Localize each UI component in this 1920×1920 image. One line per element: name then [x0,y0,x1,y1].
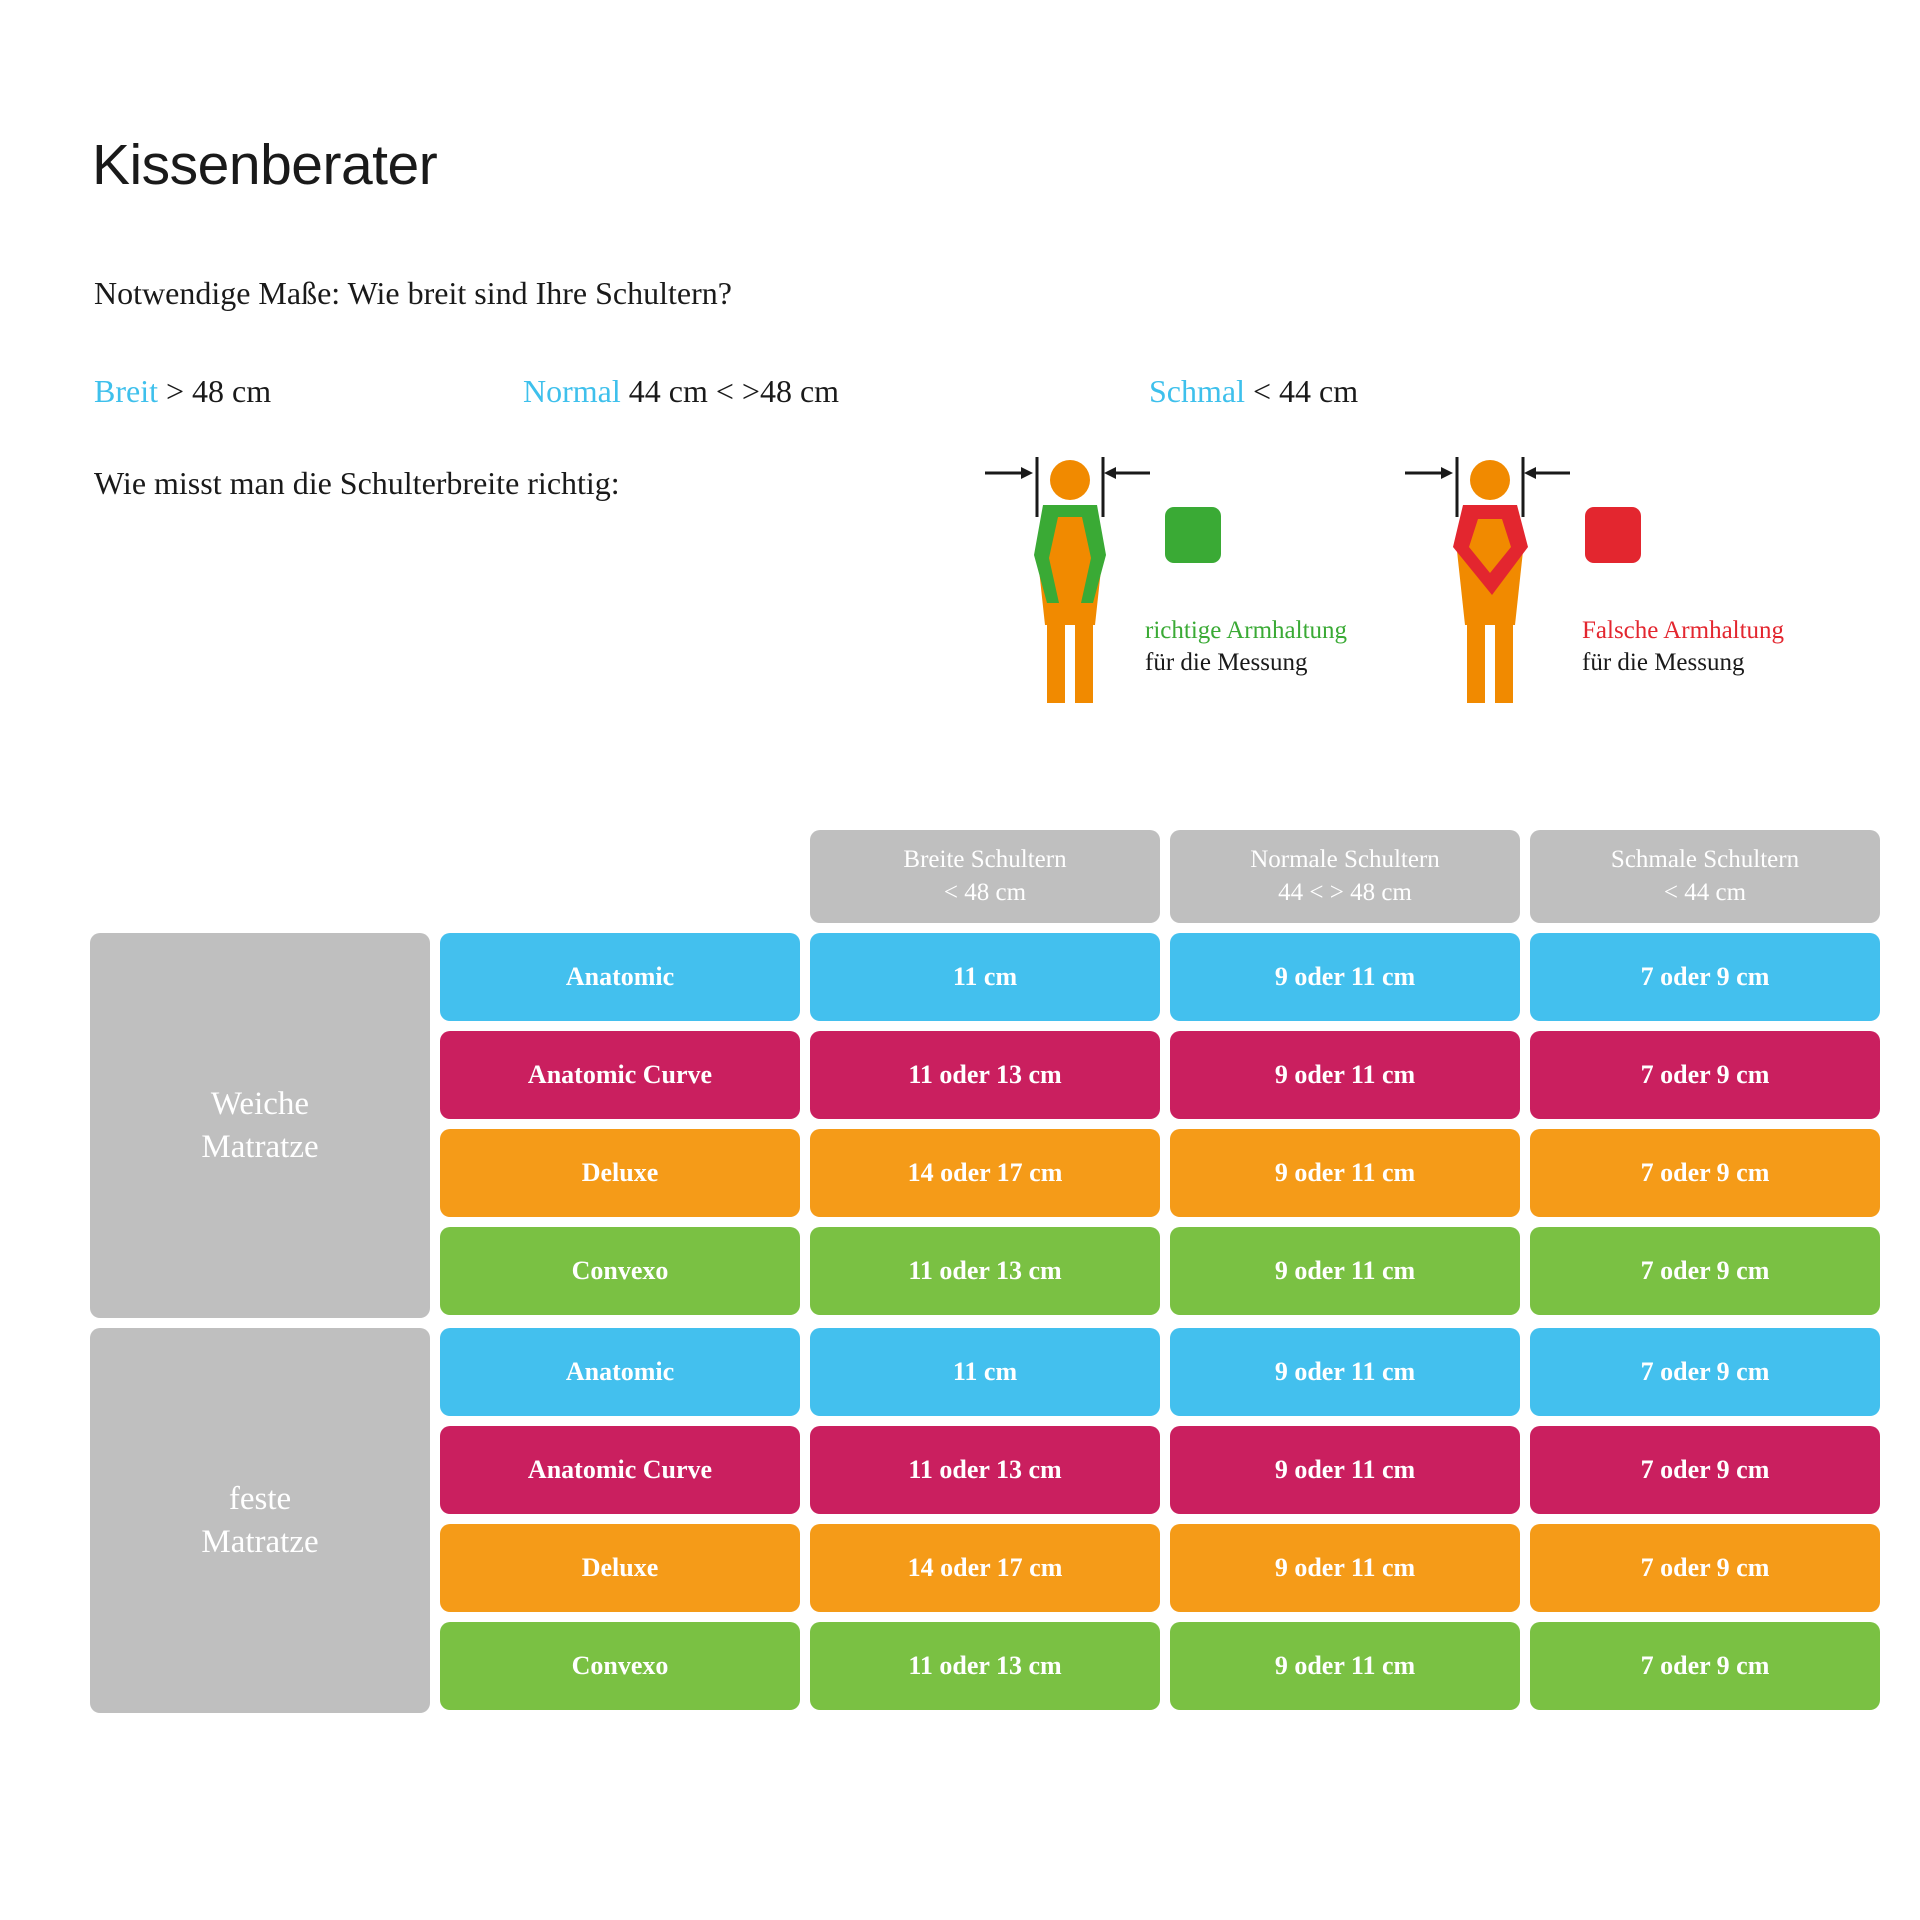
caption-correct-posture [1145,615,1347,679]
page-title: Kissenberater [92,133,438,197]
row-group-label-line1: feste [228,1480,292,1517]
column-header-line2: 44 < > 48 cm [1278,878,1412,906]
caption-correct-line1: richtige Armhaltung [1145,617,1348,644]
row-group-label-line2: Matratze [201,1128,319,1165]
legend-keyword: Normal [523,373,621,409]
column-header-normale [1170,830,1520,923]
caption-wrong-line1: Falsche Armhaltung [1582,617,1785,644]
legend-item-normal [523,373,839,410]
legend-value: < 44 cm [1252,373,1359,409]
matrix-value-cell: 11 oder 13 cm [810,1426,1160,1514]
matrix-value-cell: 7 oder 9 cm [1530,1129,1880,1217]
matrix-value-cell: 7 oder 9 cm [1530,1524,1880,1612]
row-group-label-line1: Weiche [210,1085,310,1122]
column-header-line2: < 48 cm [943,878,1027,906]
legend-value: > 48 cm [165,373,272,409]
product-name-cell: Anatomic [440,1328,800,1416]
matrix-value-cell: 9 oder 11 cm [1170,1227,1520,1315]
legend-keyword: Schmal [1149,373,1245,409]
product-name-cell: Anatomic [440,933,800,1021]
matrix-value-cell: 7 oder 9 cm [1530,1328,1880,1416]
product-name-cell: Convexo [440,1227,800,1315]
matrix-value-cell: 11 oder 13 cm [810,1031,1160,1119]
column-header-schmale [1530,830,1880,923]
product-name-cell: Convexo [440,1622,800,1710]
matrix-value-cell: 9 oder 11 cm [1170,1426,1520,1514]
legend-item-schmal [1149,373,1358,410]
row-group-label-feste-matratze [90,1328,430,1713]
column-header-line1: Breite Schultern [903,846,1067,873]
legend-value: 44 cm < >48 cm [628,373,840,409]
matrix-value-cell: 9 oder 11 cm [1170,1129,1520,1217]
column-header-line1: Schmale Schultern [1610,846,1800,873]
caption-correct-line2: für die Messung [1145,649,1308,676]
matrix-value-cell: 11 cm [810,1328,1160,1416]
matrix-value-cell: 14 oder 17 cm [810,1524,1160,1612]
matrix-value-cell: 9 oder 11 cm [1170,933,1520,1021]
matrix-value-cell: 9 oder 11 cm [1170,1328,1520,1416]
matrix-value-cell: 11 oder 13 cm [810,1227,1160,1315]
row-group-label-line2: Matratze [201,1523,319,1560]
matrix-value-cell: 11 cm [810,933,1160,1021]
matrix-value-cell: 7 oder 9 cm [1530,1031,1880,1119]
caption-wrong-line2: für die Messung [1582,649,1745,676]
matrix-value-cell: 14 oder 17 cm [810,1129,1160,1217]
product-name-cell: Deluxe [440,1129,800,1217]
subtitle-text: Notwendige Maße: Wie breit sind Ihre Schultern? [94,275,732,311]
matrix-value-cell: 9 oder 11 cm [1170,1031,1520,1119]
howto-text: Wie misst man die Schulterbreite richtig: [94,465,620,501]
product-name-cell: Anatomic Curve [440,1031,800,1119]
matrix-value-cell: 7 oder 9 cm [1530,1227,1880,1315]
matrix-value-cell: 11 oder 13 cm [810,1622,1160,1710]
legend-keyword: Breit [94,373,158,409]
column-header-line1: Normale Schultern [1250,846,1440,873]
row-group-label-weiche-matratze [90,933,430,1318]
matrix-value-cell: 7 oder 9 cm [1530,1622,1880,1710]
caption-wrong-posture [1582,615,1784,679]
legend-item-breit [94,373,271,410]
product-name-cell: Anatomic Curve [440,1426,800,1514]
matrix-value-cell: 7 oder 9 cm [1530,933,1880,1021]
column-header-line2: < 44 cm [1663,878,1747,906]
product-name-cell: Deluxe [440,1524,800,1612]
matrix-value-cell: 7 oder 9 cm [1530,1426,1880,1514]
matrix-value-cell: 9 oder 11 cm [1170,1622,1520,1710]
column-header-breite [810,830,1160,923]
matrix-value-cell: 9 oder 11 cm [1170,1524,1520,1612]
